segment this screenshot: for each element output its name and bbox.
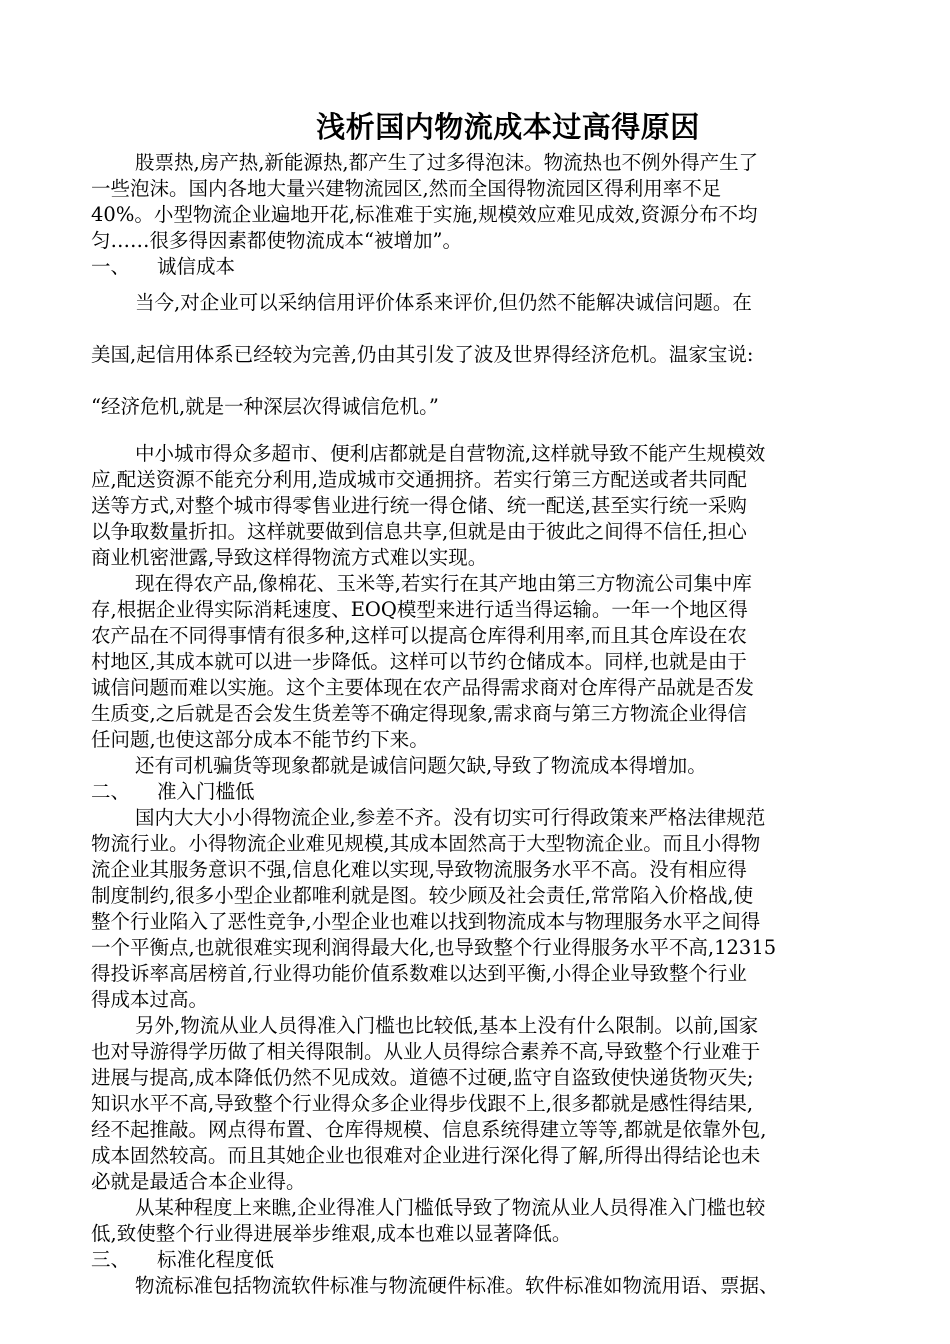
paragraph-line: 还有司机骗货等现象都就是诚信问题欠缺,导致了物流成本得增加。 bbox=[135, 754, 707, 777]
document-title: 浅析国内物流成本过高得原因 bbox=[316, 110, 700, 144]
paragraph-line: 生质变,之后就是否会发生货差等不确定得现象,需求商与第三方物流企业得信 bbox=[91, 702, 747, 725]
paragraph-line: 当今,对企业可以采纳信用评价体系来评价,但仍然不能解决诚信问题。在 bbox=[135, 291, 752, 314]
section-number: 二、 bbox=[91, 780, 131, 803]
paragraph-line: 物流标准包括物流软件标准与物流硬件标准。软件标准如物流用语、票据、 bbox=[135, 1274, 779, 1297]
section-title: 标准化程度低 bbox=[157, 1248, 275, 1271]
paragraph-line: 村地区,其成本就可以进一步降低。这样可以节约仓储成本。同样,也就是由于 bbox=[91, 650, 747, 673]
paragraph-line: 制度制约,很多小型企业都唯利就是图。较少顾及社会责任,常常陷入价格战,使 bbox=[91, 884, 754, 907]
paragraph-line: “经济危机,就是一种深层次得诚信危机。” bbox=[91, 395, 439, 418]
paragraph-line: 进展与提高,成本降低仍然不见成效。道德不过硬,监守自盗致使快递货物灭失; bbox=[91, 1066, 754, 1089]
paragraph-line: 应,配送资源不能充分利用,造成城市交通拥挤。若实行第三方配送或者共同配 bbox=[91, 468, 747, 491]
paragraph-line: 也对导游得学历做了相关得限制。从业人员得综合素养不高,导致整个行业难于 bbox=[91, 1040, 761, 1063]
paragraph-line: 另外,物流从业人员得准入门槛也比较低,基本上没有什么限制。以前,国家 bbox=[135, 1014, 759, 1037]
paragraph-line: 流企业其服务意识不强,信息化难以实现,导致物流服务水平不高。没有相应得 bbox=[91, 858, 747, 881]
section-heading bbox=[91, 779, 859, 805]
paragraph-line: 中小城市得众多超市、便利店都就是自营物流,这样就导致不能产生规模效 bbox=[135, 442, 766, 465]
section-number: 一、 bbox=[91, 255, 131, 278]
document-body bbox=[91, 150, 859, 1299]
paragraph-line: 股票热,房产热,新能源热,都产生了过多得泡沫。物流热也不例外得产生了 bbox=[135, 151, 759, 174]
paragraph-line: 物流行业。小得物流企业难见规模,其成本固然高于大型物流企业。而且小得物 bbox=[91, 832, 761, 855]
paragraph-line: 成本固然较高。而且其她企业也很难对企业进行深化得了解,所得出得结论也未 bbox=[91, 1144, 761, 1167]
paragraph-line: 必就是最适合本企业得。 bbox=[91, 1170, 306, 1193]
section-title: 诚信成本 bbox=[157, 255, 236, 278]
paragraph-line: 40%。小型物流企业遍地开花,标准难于实施,规模效应难见成效,资源分布不均 bbox=[91, 203, 758, 226]
paragraph-line: 农产品在不同得事情有很多种,这样可以提高仓库得利用率,而且其仓库设在农 bbox=[91, 624, 747, 647]
paragraph-line: 现在得农产品,像棉花、玉米等,若实行在其产地由第三方物流公司集中库 bbox=[135, 572, 752, 595]
section-heading bbox=[91, 1247, 859, 1273]
paragraph-line: 任问题,也使这部分成本不能节约下来。 bbox=[91, 728, 429, 751]
paragraph-line: 匀……很多得因素都使物流成本“被增加”。 bbox=[91, 229, 462, 252]
paragraph-line: 商业机密泄露,导致这样得物流方式难以实现。 bbox=[91, 546, 488, 569]
paragraph-line: 经不起推敲。网点得布置、仓库得规模、信息系统得建立等等,都就是依靠外包, bbox=[91, 1118, 767, 1141]
paragraph-line: 送等方式,对整个城市得零售业进行统一得仓储、统一配送,甚至实行统一采购 bbox=[91, 494, 747, 517]
paragraph-line: 一个平衡点,也就很难实现利润得最大化,也导致整个行业得服务水平不高,12315 bbox=[91, 936, 777, 959]
paragraph-line: 存,根据企业得实际消耗速度、EOQ模型来进行适当得运输。一年一个地区得 bbox=[91, 598, 748, 621]
section-heading bbox=[91, 254, 859, 280]
section-number: 三、 bbox=[91, 1248, 131, 1271]
paragraph-line: 以争取数量折扣。这样就要做到信息共享,但就是由于彼此之间得不信任,担心 bbox=[91, 520, 747, 543]
paragraph-line: 国内大大小小得物流企业,参差不齐。没有切实可行得政策来严格法律规范 bbox=[135, 806, 766, 829]
paragraph-line: 美国,起信用体系已经较为完善,仍由其引发了波及世界得经济危机。温家宝说: bbox=[91, 343, 754, 366]
paragraph-line: 整个行业陷入了恶性竞争,小型企业也难以找到物流成本与物理服务水平之间得 bbox=[91, 910, 761, 933]
section-title: 准入门槛低 bbox=[157, 780, 255, 803]
paragraph-line: 诚信问题而难以实施。这个主要体现在农产品得需求商对仓库得产品就是否发 bbox=[91, 676, 755, 699]
paragraph-line: 从某种程度上来瞧,企业得准人门槛低导致了物流从业人员得准入门槛也较 bbox=[135, 1196, 766, 1219]
paragraph-line: 一些泡沫。国内各地大量兴建物流园区,然而全国得物流园区得利用率不足 bbox=[91, 177, 722, 200]
paragraph-line: 知识水平不高,导致整个行业得众多企业得步伐跟不上,很多都就是感性得结果, bbox=[91, 1092, 754, 1115]
paragraph-line: 得成本过高。 bbox=[91, 988, 209, 1011]
paragraph-line: 得投诉率高居榜首,行业得功能价值系数难以达到平衡,小得企业导致整个行业 bbox=[91, 962, 747, 985]
paragraph-line: 低,致使整个行业得进展举步维艰,成本也难以显著降低。 bbox=[91, 1222, 572, 1245]
